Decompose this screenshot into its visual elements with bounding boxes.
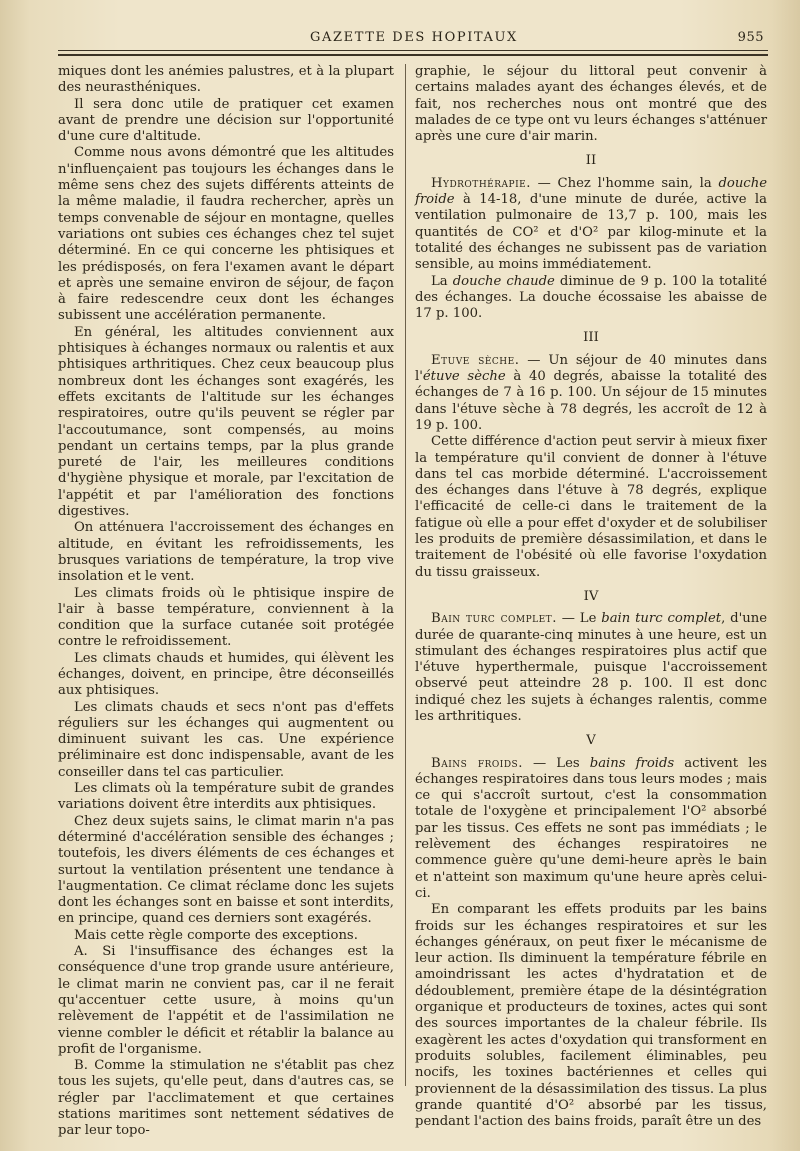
header-rule-thin: [58, 50, 768, 51]
header-rule-thick: [58, 54, 768, 56]
section-number: II: [585, 153, 597, 169]
section-heading: Bains froids.: [431, 755, 523, 771]
paragraph: En comparant les effets produits par les bains froids sur les échanges respiratoires et sur les échanges généraux, on peut fixer le mécanisme de leur action. Ils diminuent la température fébrile en amoindrissant les actes d'hydratation et de dédoublement, première étape de la désintégration organique et producteurs de toxines, actes qui sont des sources importantes de la chaleur fébrile. Ils exagèrent les actes d'oxydation qui transforment en produits solubles, facilement éliminables, peu nocifs, les toxines bactériennes et celles qui proviennent de la désassimilation des tissus. La plus grande quantité d'O² absorbé par les tissus, pendant l'action des bains froids, paraît être un des: [415, 902, 767, 1130]
section-heading: Etuve sèche.: [431, 352, 520, 368]
paragraph: Chez deux sujets sains, le climat marin n'a pas déterminé d'accélération sensible des échanges ; toutefois, les divers éléments de ces échanges et surtout la ventilation présentent une tendance à l'augmentation. Ce climat réclame donc les sujets dont les échanges sont en baisse et sont interdits, en principe, quand ces derniers sont exagérés.: [58, 813, 394, 927]
page-number: 955: [737, 30, 764, 45]
paragraph: miques dont les anémies palustres, et à la plupart des neurasthéniques.: [58, 64, 394, 96]
paragraph: Les climats chauds et secs n'ont pas d'effets réguliers sur les échanges qui augmentent ou diminuent suivant les cas. Une expérience préliminaire est donc indispensable, avant de les conseiller dans tel cas particulier.: [58, 699, 394, 780]
section-number: III: [583, 330, 599, 346]
paragraph: Les climats froids où le phtisique inspire de l'air à basse température, conviennent à la condition que la surface cutanée soit protégée contre le refroidissement.: [58, 585, 394, 650]
paragraph: Etuve sèche. — Un séjour de 40 minutes dans l'étuve sèche à 40 degrés, abaisse la totalité des échanges de 7 à 16 p. 100. Un séjour de 15 minutes dans l'étuve sèche à 78 degrés, les accroît de 12 à 19 p. 100.: [415, 352, 767, 433]
paragraph: Mais cette règle comporte des exceptions.: [74, 927, 358, 943]
right-column: [415, 64, 767, 1130]
section-heading: Bain turc complet.: [431, 611, 557, 627]
paragraph: Cette différence d'action peut servir à mieux fixer la température qu'il convient de donner à l'étuve dans tel cas morbide déterminé. L'accroissement des échanges dans l'étuve à 78 degrés, explique l'efficacité de celle-ci dans le traitement de la fatigue où elle a pour effet d'oxyder et de solubiliser les produits de première désassimilation, et dans le traitement de l'obésité où elle favorise l'oxydation du tissu graisseux.: [415, 434, 767, 580]
paragraph: On atténuera l'accroissement des échanges en altitude, en évitant les refroidissements, les brusques variations de température, la trop vive insolation et le vent.: [58, 520, 394, 585]
paragraph: La douche chaude diminue de 9 p. 100 la totalité des échanges. La douche écossaise les abaisse de 17 p. 100.: [415, 273, 768, 322]
paragraph: Bain turc complet. — Le bain turc complet, d'une durée de quarante-cinq minutes à une heure, est un stimulant des échanges respiratoires plus actif que l'étuve hyperthermale, puisque l'accroissement observé peut atteindre 28 p. 100. Il est donc indiqué chez les sujets à échanges ralentis, comme les arthritiques.: [415, 611, 767, 724]
paragraph: Bains froids. — Les bains froids activent les échanges respiratoires dans tous leurs modes ; mais ce qui s'accroît surtout, c'est la consommation totale de l'oxygène et principalement l'O² absorbé par les tissus. Ces effets ne sont pas immédiats ; le relèvement des échanges respiratoires ne commence guère qu'une demi-heure après le bain et n'atteint son maximum qu'une heure après celui-ci.: [415, 755, 767, 901]
paragraph: Hydrothérapie. — Chez l'homme sain, la douche froide à 14-18, d'une minute de durée, active la ventilation pulmonaire de 13,7 p. 100, mais les quantités de CO² et d'O² par kilog-minute et la totalité des échanges ne subissent pas de variation sensible, au moins immédiatement.: [415, 175, 767, 273]
journal-title: GAZETTE DES HOPITAUX: [310, 30, 518, 45]
paragraph: Les climats où la température subit de grandes variations doivent être interdits aux phtisiques.: [58, 781, 394, 813]
paragraph: graphie, le séjour du littoral peut convenir à certains malades ayant des échanges élevés, et de fait, nos recherches nous ont montré que des malades de ce type ont vu leurs échanges s'atténuer après une cure d'air marin.: [415, 64, 767, 145]
paragraph: A. Si l'insuffisance des échanges est la conséquence d'une trop grande usure antérieure, le climat marin ne convient pas, car il ne ferait qu'accentuer cette usure, à moins qu'un relèvement de l'appétit et de l'assimilation ne vienne combler le déficit et rétablir la balance au profit de l'organisme.: [58, 944, 394, 1057]
left-column: [58, 64, 394, 1140]
paragraph: Il sera donc utile de pratiquer cet examen avant de prendre une décision sur l'opportunité d'une cure d'altitude.: [58, 96, 394, 145]
paragraph: En général, les altitudes conviennent aux phtisiques à échanges normaux ou ralentis et aux phtisiques arthritiques. Chez ceux beaucoup plus nombreux dont les échanges sont exagérés, les effets excitants de l'altitude sur les échanges respiratoires, outre qu'ils peuvent se régler par l'accoutumance, sont compensés, au moins pendant un certains temps, par la plus grande pureté de l'air, les meilleures conditions d'hygiène physique et morale, par l'excitation de l'appétit et par l'amélioration des fonctions digestives.: [58, 324, 394, 520]
paragraph: B. Comme la stimulation ne s'établit pas chez tous les sujets, qu'elle peut, dans d'autres cas, se régler par l'acclimatement et que certaines stations maritimes sont nettement sédatives de par leur topo-: [58, 1058, 394, 1139]
column-divider: [405, 64, 406, 1086]
page-header: [58, 30, 768, 48]
section-heading: Hydrothérapie.: [431, 175, 531, 191]
paragraph: Les climats chauds et humides, qui élèvent les échanges, doivent, en principe, être déconseillés aux phtisiques.: [58, 650, 394, 699]
paragraph: Comme nous avons démontré que les altitudes n'influençaient pas toujours les échanges dans le même sens chez des sujets différents atteints de la même maladie, il faudra rechercher, après un temps convenable de séjour en montagne, quelles variations ont subies ces échanges chez tel sujet déterminé. En ce qui concerne les phtisiques et les prédisposés, on fera l'examen avant le départ et après une semaine environ de séjour, de façon à faire redescendre ceux dont les échanges subissent une accélération permanente.: [58, 145, 394, 324]
section-number: V: [586, 733, 596, 749]
section-number: IV: [583, 588, 599, 604]
